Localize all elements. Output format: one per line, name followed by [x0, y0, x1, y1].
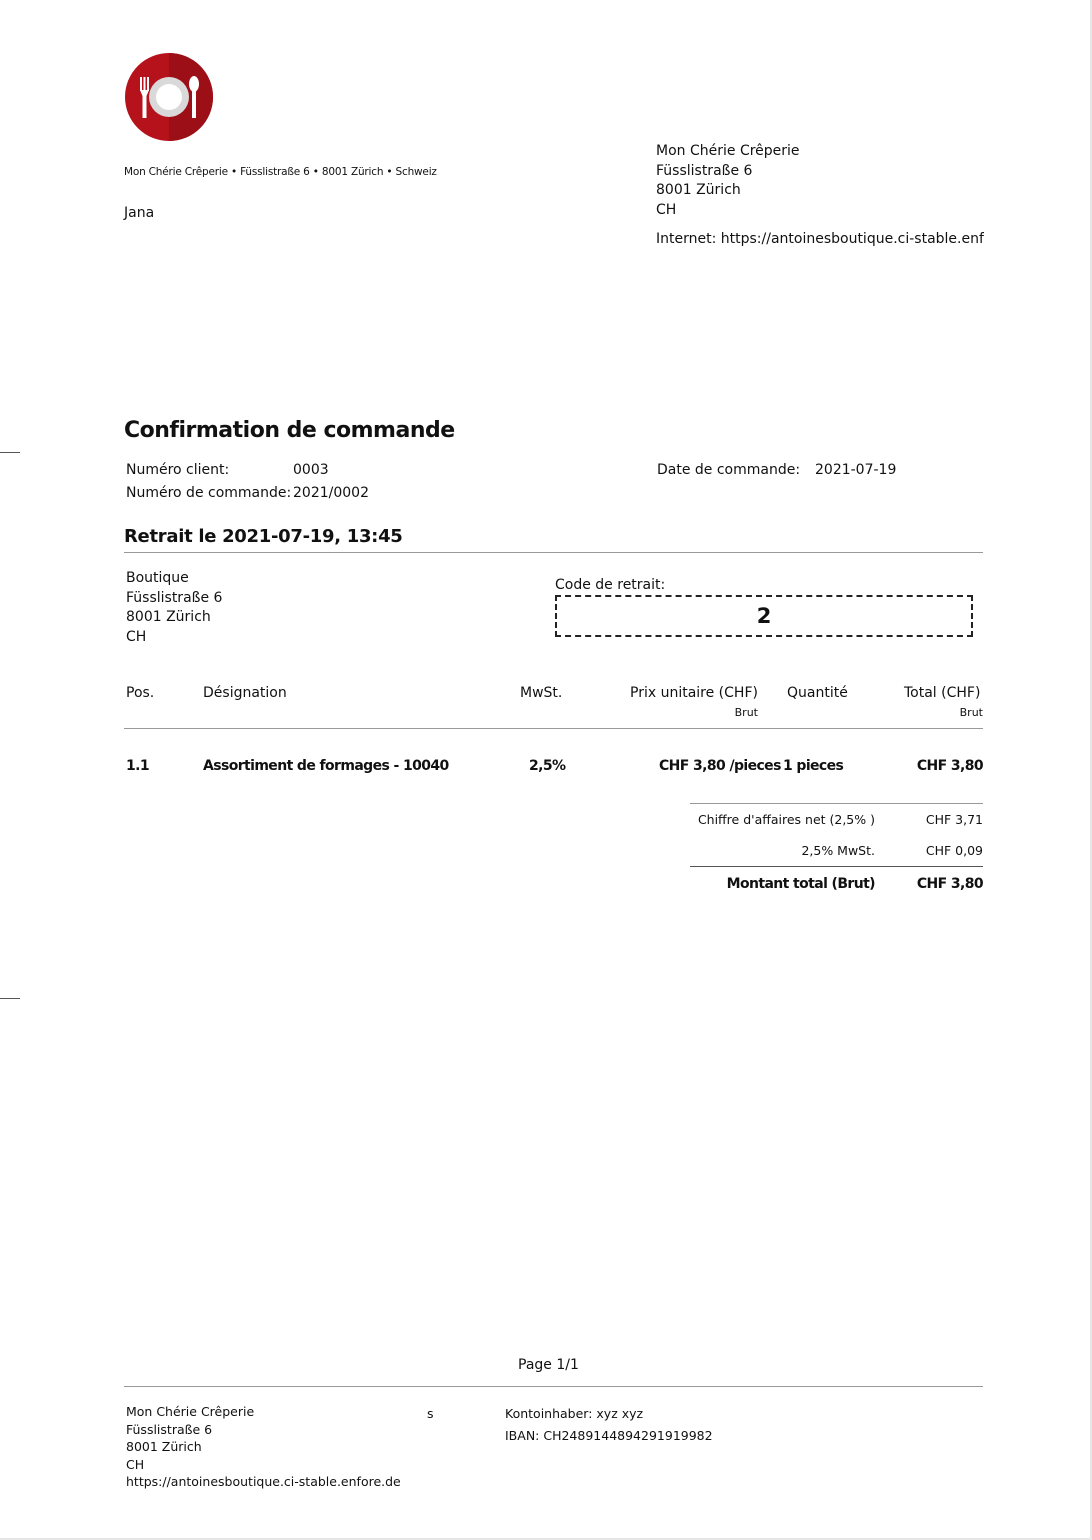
document-title: Confirmation de commande: [124, 418, 455, 443]
col-header-unit-price: Prix unitaire (CHF): [630, 685, 758, 701]
row-quantity: 1 pieces: [783, 758, 844, 774]
footer-city: 8001 Zürich: [126, 1439, 202, 1454]
restaurant-logo: [124, 52, 214, 146]
order-number-label: Numéro de commande:: [126, 485, 292, 501]
pickup-city: 8001 Zürich: [126, 609, 211, 625]
fold-mark-top: [0, 452, 20, 453]
table-header-divider: [124, 728, 983, 729]
totals-bottom-divider: [690, 866, 983, 867]
vat-amount-value: CHF 0,09: [925, 843, 983, 858]
footer-middle-text: s: [427, 1406, 434, 1421]
company-street: Füsslistraße 6: [656, 162, 753, 179]
row-vat: 2,5%: [529, 758, 566, 774]
pickup-country: CH: [126, 628, 147, 645]
order-number-value: 2021/0002: [293, 485, 369, 501]
company-internet: Internet: https://antoinesboutique.ci-stable.enf: [656, 231, 984, 247]
company-city: 8001 Zürich: [656, 182, 741, 198]
customer-number-value: 0003: [293, 462, 329, 478]
footer-company: [126, 1403, 401, 1491]
company-address: [656, 142, 800, 220]
col-header-quantity: Quantité: [787, 685, 848, 701]
pickup-name: Boutique: [126, 570, 189, 586]
pickup-code-label: Code de retrait:: [555, 577, 666, 593]
footer-country: CH: [126, 1456, 145, 1472]
company-country: CH: [656, 201, 677, 218]
footer-account-holder: Kontoinhaber: xyz xyz: [505, 1406, 644, 1421]
footer-url: https://antoinesboutique.ci-stable.enfore.de: [126, 1474, 401, 1489]
pickup-address: [126, 569, 222, 647]
row-pos: 1.1: [126, 758, 150, 774]
col-header-total: Total (CHF): [904, 685, 981, 701]
footer-divider: [124, 1386, 983, 1387]
row-total: CHF 3,80: [916, 758, 983, 774]
pickup-street: Füsslistraße 6: [126, 589, 223, 606]
page-number: Page 1/1: [518, 1357, 579, 1373]
footer-street: Füsslistraße 6: [126, 1421, 213, 1437]
pickup-code-box: [555, 595, 973, 637]
net-revenue-label: Chiffre d'affaires net (2,5% ): [697, 812, 875, 827]
footer-company-name: Mon Chérie Crêperie: [126, 1404, 255, 1419]
col-header-designation: Désignation: [203, 685, 287, 701]
sender-address-line: Mon Chérie Crêperie • Füsslistraße 6 • 8001 Zürich • Schweiz: [124, 166, 437, 178]
order-date-label: Date de commande:: [657, 462, 801, 478]
col-header-unit-price-sub: Brut: [734, 706, 758, 719]
row-designation: Assortiment de formages - 10040: [203, 758, 449, 774]
order-date-value: 2021-07-19: [815, 462, 897, 478]
vat-amount-label: 2,5% MwSt.: [801, 843, 875, 858]
footer-iban: IBAN: CH2489144894291919982: [505, 1428, 713, 1443]
recipient-name: Jana: [124, 205, 155, 221]
col-header-total-sub: Brut: [959, 706, 983, 719]
grand-total-label: Montant total (Brut): [726, 876, 875, 892]
company-name: Mon Chérie Crêperie: [656, 143, 800, 159]
col-header-vat: MwSt.: [520, 685, 563, 701]
pickup-code-value: 2: [756, 604, 772, 628]
net-revenue-value: CHF 3,71: [925, 812, 983, 827]
customer-number-label: Numéro client:: [126, 462, 230, 478]
col-header-pos: Pos.: [126, 685, 155, 701]
grand-total-value: CHF 3,80: [916, 876, 983, 892]
fold-mark-bottom: [0, 998, 20, 999]
totals-top-divider: [690, 803, 983, 804]
pickup-heading: Retrait le 2021-07-19, 13:45: [124, 526, 403, 547]
row-unit-price: CHF 3,80 /pieces: [659, 758, 781, 774]
plate-cutlery-icon: [124, 52, 214, 142]
pickup-divider: [124, 552, 983, 553]
